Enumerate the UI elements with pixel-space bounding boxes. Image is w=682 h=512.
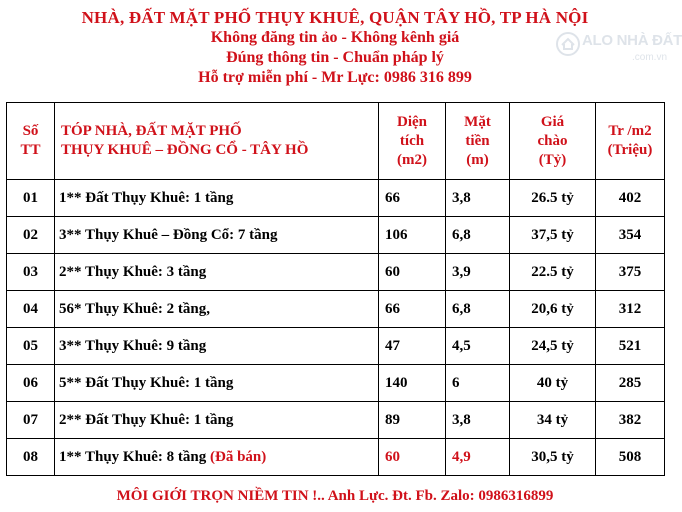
cell-no <box>7 217 55 254</box>
cell-unit-price <box>596 180 665 217</box>
header-tagline-1: Không đăng tin ảo - Không kênh giá <box>210 29 460 46</box>
cell-unit-price <box>596 402 665 439</box>
table-row <box>7 291 665 328</box>
cell-area-text: 89 <box>385 411 400 428</box>
cell-price <box>510 365 596 402</box>
cell-frontage-text: 6 <box>452 374 460 391</box>
cell-area <box>379 180 446 217</box>
cell-unit-price <box>596 365 665 402</box>
cell-name <box>55 365 379 402</box>
header-area-line1: Diện <box>397 113 427 130</box>
cell-frontage <box>446 217 510 254</box>
cell-unit-price-text: 521 <box>618 337 642 354</box>
cell-area <box>379 365 446 402</box>
watermark <box>552 26 682 72</box>
table-row <box>7 217 665 254</box>
header-front-line1: Mặt <box>464 113 491 130</box>
cell-no <box>7 402 55 439</box>
cell-no <box>7 328 55 365</box>
watermark-domain: .com.vn <box>632 52 668 63</box>
cell-frontage-text: 4,9 <box>452 448 471 465</box>
header-tagline-2: Đúng thông tin - Chuẩn pháp lý <box>226 49 444 66</box>
cell-name-text: 3** Thụy Khuê: 9 tầng <box>59 337 207 354</box>
header-price-line3: (Tỷ) <box>538 151 567 168</box>
cell-no-text: 01 <box>23 189 38 206</box>
cell-no <box>7 254 55 291</box>
header-name <box>55 103 379 180</box>
cell-price <box>510 291 596 328</box>
header-name-line2: THỤY KHUÊ – ĐỒNG CỔ - TÂY HỒ <box>61 142 309 158</box>
cell-price-text: 22.5 tỷ <box>531 263 574 280</box>
cell-name-text: 2** Đất Thụy Khuê: 1 tầng <box>59 411 234 428</box>
cell-area <box>379 439 446 476</box>
cell-frontage <box>446 180 510 217</box>
cell-area <box>379 254 446 291</box>
header-price <box>510 103 596 180</box>
cell-area-text: 60 <box>385 448 400 465</box>
header-price-line2: chào <box>537 132 568 149</box>
cell-unit-price <box>596 254 665 291</box>
cell-area <box>379 217 446 254</box>
cell-price <box>510 217 596 254</box>
cell-price <box>510 402 596 439</box>
cell-frontage <box>446 328 510 365</box>
cell-price-text: 30,5 tỷ <box>531 448 574 465</box>
cell-price-text: 40 tỷ <box>536 374 569 391</box>
cell-frontage-text: 6,8 <box>452 226 471 243</box>
footer-contact: MÔI GIỚI TRỌN NIỀM TIN !.. Anh Lực. Đt. Fb. Zalo: 0986316899 <box>116 488 554 504</box>
cell-unit-price-text: 402 <box>618 189 642 206</box>
house-logo-icon <box>556 32 580 56</box>
cell-name <box>55 180 379 217</box>
cell-no-text: 03 <box>23 263 38 280</box>
cell-unit-price-text: 508 <box>618 448 642 465</box>
cell-area <box>379 291 446 328</box>
header-area <box>379 103 446 180</box>
cell-unit-price <box>596 328 665 365</box>
cell-frontage <box>446 291 510 328</box>
document-title: NHÀ, ĐẤT MẶT PHỐ THỤY KHUÊ, QUẬN TÂY HỒ, TP HÀ NỘI <box>81 8 589 27</box>
cell-frontage-text: 4,5 <box>452 337 471 354</box>
cell-name <box>55 254 379 291</box>
cell-name <box>55 217 379 254</box>
cell-area <box>379 402 446 439</box>
cell-frontage <box>446 365 510 402</box>
table-row <box>7 439 665 476</box>
property-table <box>6 102 665 476</box>
cell-unit-price <box>596 291 665 328</box>
cell-unit-price-text: 312 <box>618 300 642 317</box>
cell-unit-price-text: 375 <box>618 263 642 280</box>
cell-area-text: 66 <box>385 189 400 206</box>
table-row <box>7 180 665 217</box>
cell-no-text: 07 <box>23 411 38 428</box>
table-row <box>7 402 665 439</box>
cell-no <box>7 365 55 402</box>
header-contact: Hỗ trợ miễn phí - Mr Lực: 0986 316 899 <box>198 69 472 86</box>
sold-note: (Đã bán) <box>210 448 267 465</box>
header-frontage <box>446 103 510 180</box>
cell-name-text: 1** Đất Thụy Khuê: 1 tầng <box>59 189 234 206</box>
header-no <box>7 103 55 180</box>
header-name-line1: TÓP NHÀ, ĐẤT MẶT PHỐ <box>61 123 242 139</box>
cell-frontage-text: 3,8 <box>452 189 471 206</box>
cell-unit-price-text: 382 <box>618 411 642 428</box>
cell-frontage-text: 3,9 <box>452 263 471 280</box>
cell-name <box>55 439 379 476</box>
cell-unit-price <box>596 439 665 476</box>
cell-price-text: 20,6 tỷ <box>531 300 574 317</box>
table-header-row <box>7 103 665 180</box>
cell-name-text: 5** Đất Thụy Khuê: 1 tầng <box>59 374 234 391</box>
header-area-line2: tích <box>399 132 425 149</box>
cell-name <box>55 402 379 439</box>
cell-no-text: 08 <box>23 448 38 465</box>
header-unit-line2: (Triệu) <box>607 142 653 158</box>
cell-name-text: 3** Thụy Khuê – Đồng Cổ: 7 tầng <box>59 226 278 243</box>
cell-price <box>510 439 596 476</box>
cell-name-text: 2** Thụy Khuê: 3 tầng <box>59 263 207 280</box>
header-no-line1: Số <box>22 123 39 139</box>
cell-area <box>379 328 446 365</box>
cell-name-text: 56* Thụy Khuê: 2 tầng, <box>59 300 211 317</box>
header-unit-price <box>596 103 665 180</box>
cell-price-text: 34 tỷ <box>536 411 569 428</box>
cell-price <box>510 180 596 217</box>
cell-price <box>510 254 596 291</box>
cell-price <box>510 328 596 365</box>
cell-frontage-text: 6,8 <box>452 300 471 317</box>
cell-price-text: 24,5 tỷ <box>531 337 574 354</box>
header-area-line3: (m2) <box>397 151 427 168</box>
cell-no <box>7 180 55 217</box>
header-price-line1: Giá <box>540 113 565 130</box>
cell-frontage <box>446 402 510 439</box>
cell-unit-price <box>596 217 665 254</box>
table-row <box>7 365 665 402</box>
cell-area-text: 66 <box>385 300 400 317</box>
cell-name <box>55 291 379 328</box>
cell-no-text: 04 <box>23 300 38 317</box>
cell-frontage <box>446 254 510 291</box>
cell-area-text: 47 <box>385 337 400 354</box>
cell-no-text: 02 <box>23 226 38 243</box>
header-front-line3: (m) <box>466 151 489 168</box>
cell-no-text: 05 <box>23 337 38 354</box>
header-no-line2: TT <box>20 142 41 158</box>
cell-area-text: 60 <box>385 263 400 280</box>
cell-unit-price-text: 285 <box>618 374 642 391</box>
cell-price-text: 37,5 tỷ <box>531 226 574 243</box>
cell-price-text: 26.5 tỷ <box>531 189 574 206</box>
header-unit-line1: Tr /m2 <box>608 123 652 139</box>
cell-no-text: 06 <box>23 374 38 391</box>
cell-no <box>7 291 55 328</box>
cell-area-text: 140 <box>385 374 408 391</box>
table-row <box>7 254 665 291</box>
cell-no <box>7 439 55 476</box>
cell-name <box>55 328 379 365</box>
watermark-brand: ALO NHÀ ĐẤT <box>582 32 682 49</box>
cell-frontage-text: 3,8 <box>452 411 471 428</box>
table-row <box>7 328 665 365</box>
cell-frontage <box>446 439 510 476</box>
cell-name-text: 1** Thụy Khuê: 8 tầng <box>59 448 211 465</box>
cell-area-text: 106 <box>385 226 408 243</box>
header-front-line2: tiền <box>465 132 490 149</box>
cell-unit-price-text: 354 <box>618 226 642 243</box>
